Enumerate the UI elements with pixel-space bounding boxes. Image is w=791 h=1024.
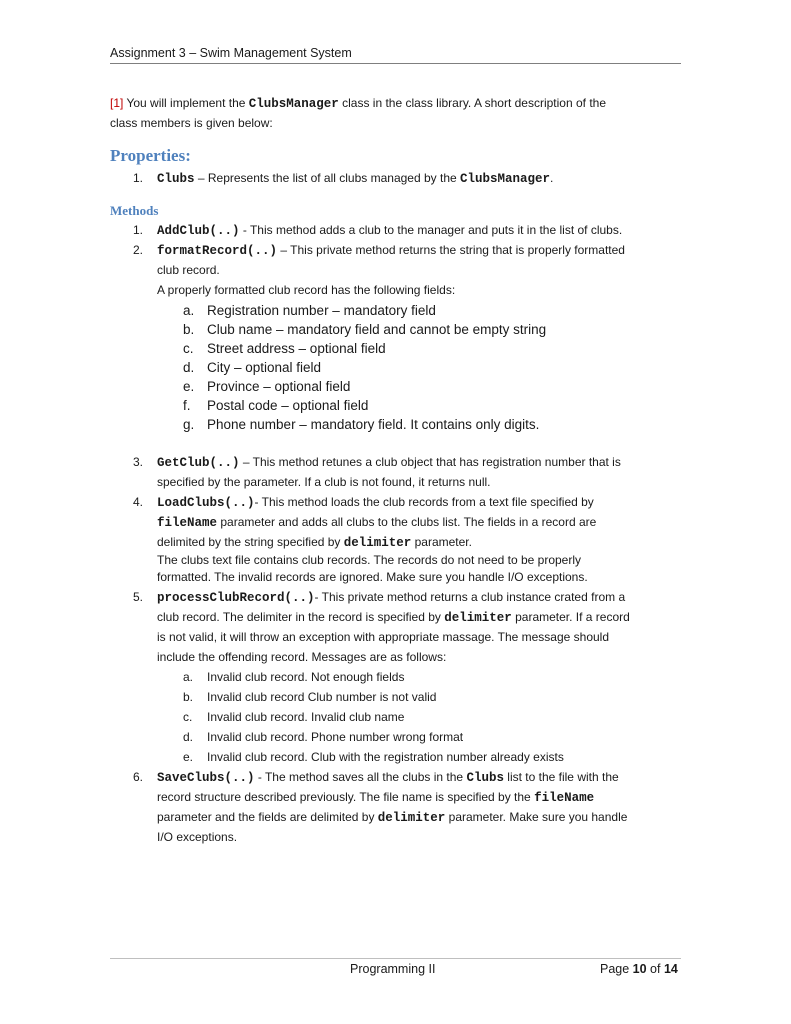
message-letter: c. [183, 710, 193, 724]
method-getclub: GetClub(..) – This method retunes a club object that has registration number that is [157, 455, 621, 470]
footer-divider [110, 958, 681, 959]
intro-line-1: [1] You will implement the ClubsManager class in the class library. A short description of the [110, 96, 607, 111]
method-loadclubs-line3: delimited by the string specified by delimiter parameter. [157, 535, 472, 550]
method-getclub-line2: specified by the parameter. If a club is not found, it returns null. [157, 475, 491, 489]
list-number: 1. [132, 223, 143, 237]
method-processclubrecord-line2: club record. The delimiter in the record is specified by delimiter parameter. If a record [157, 610, 630, 625]
page-header: Assignment 3 – Swim Management System [110, 46, 681, 64]
message-letter: b. [183, 690, 194, 704]
list-number: 2. [132, 243, 143, 257]
method-saveclubs-line3: parameter and the fields are delimited by delimiter parameter. Make sure you handle [157, 810, 628, 825]
method-processclubrecord-line3: is not valid, it will throw an exception with appropriate massage. The message should [157, 630, 610, 644]
method-processclubrecord-line4: include the offending record. Messages are as follows: [157, 650, 447, 664]
method-saveclubs: SaveClubs(..) - The method saves all the clubs in the Clubs list to the file with the [157, 770, 619, 785]
class-name: ClubsManager [248, 97, 339, 111]
properties-heading: Properties: [110, 146, 191, 165]
field-item: Registration number – mandatory field [207, 303, 436, 318]
field-letter: c. [183, 341, 194, 356]
message-item: Invalid club record. Invalid club name [207, 710, 405, 724]
field-letter: g. [183, 417, 195, 432]
message-item: Invalid club record. Phone number wrong format [207, 730, 464, 744]
field-letter: b. [183, 322, 195, 337]
item-marker: [1] [110, 96, 124, 110]
method-loadclubs-line2: fileName parameter and adds all clubs to the clubs list. The fields in a record are [157, 515, 597, 530]
message-letter: e. [183, 750, 194, 764]
field-letter: f. [183, 398, 191, 413]
field-letter: d. [183, 360, 195, 375]
property-item: Clubs – Represents the list of all clubs managed by the ClubsManager. [157, 171, 554, 186]
list-number: 1. [132, 171, 143, 185]
message-letter: d. [183, 730, 194, 744]
list-number: 3. [132, 455, 143, 469]
field-item: Club name – mandatory field and cannot be empty string [207, 322, 547, 337]
field-letter: e. [183, 379, 195, 394]
footer-page-number: Page 10 of 14 [600, 962, 678, 976]
message-item: Invalid club record. Not enough fields [207, 670, 405, 684]
list-number: 4. [132, 495, 143, 509]
methods-heading: Methods [110, 203, 159, 218]
method-addclub: AddClub(..) - This method adds a club to the manager and puts it in the list of clubs. [157, 223, 623, 238]
method-loadclubs: LoadClubs(..)- This method loads the club records from a text file specified by [157, 495, 594, 510]
field-item: Street address – optional field [207, 341, 386, 356]
method-saveclubs-line2: record structure described previously. The file name is specified by the fileName [157, 790, 595, 805]
method-formatrecord: formatRecord(..) – This private method returns the string that is properly formatted [157, 243, 625, 258]
field-item: City – optional field [207, 360, 322, 375]
message-item: Invalid club record. Club with the registration number already exists [207, 750, 564, 764]
intro-line-2: class members is given below: [110, 116, 273, 130]
list-number: 5. [132, 590, 143, 604]
method-loadclubs-line4: The clubs text file contains club records. The records do not need to be properly [157, 553, 582, 567]
message-letter: a. [183, 670, 194, 684]
list-number: 6. [132, 770, 143, 784]
message-item: Invalid club record Club number is not valid [207, 690, 437, 704]
method-processclubrecord: processClubRecord(..)- This private method returns a club instance crated from a [157, 590, 626, 605]
field-item: Phone number – mandatory field. It contains only digits. [207, 417, 540, 432]
field-letter: a. [183, 303, 195, 318]
method-formatrecord-line2: club record. [157, 263, 220, 277]
method-formatrecord-line3: A properly formatted club record has the following fields: [157, 283, 456, 297]
method-loadclubs-line5: formatted. The invalid records are ignored. Make sure you handle I/O exceptions. [157, 570, 588, 584]
field-item: Postal code – optional field [207, 398, 369, 413]
footer-course: Programming II [350, 962, 436, 976]
field-item: Province – optional field [207, 379, 351, 394]
method-saveclubs-line4: I/O exceptions. [157, 830, 238, 844]
